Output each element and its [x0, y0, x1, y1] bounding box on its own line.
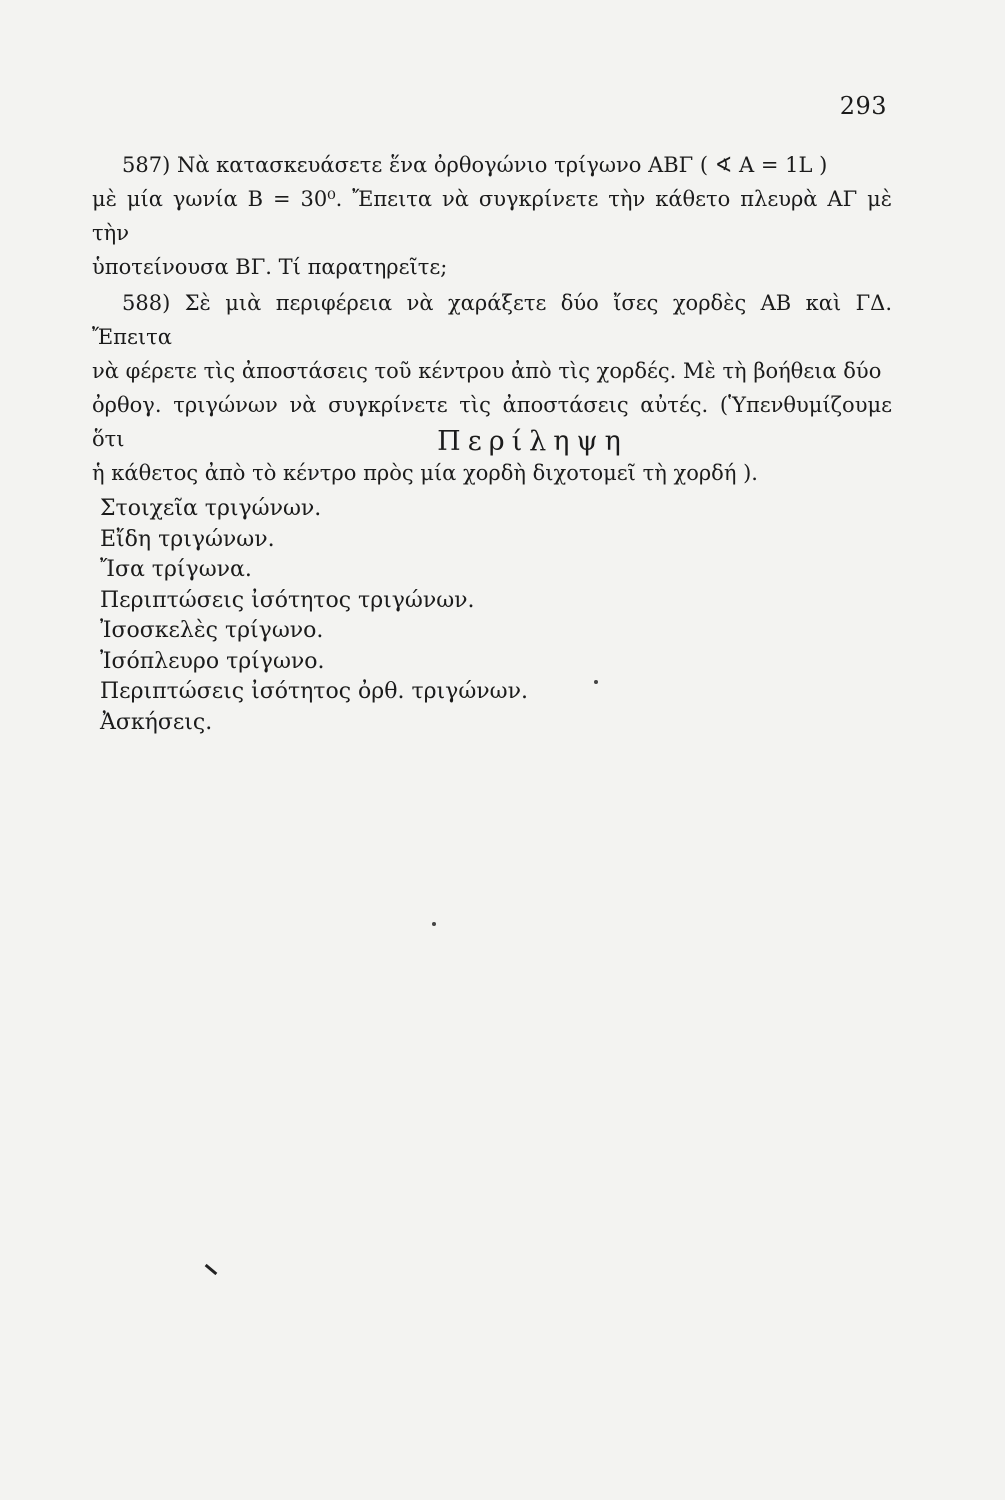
summary-list	[100, 494, 528, 738]
summary-item: Στοιχεῖα τριγώνων.	[100, 496, 322, 521]
page-number: 293	[839, 92, 887, 120]
summary-item: Ἰσόπλευρο τρίγωνο.	[100, 648, 325, 674]
exercise-line: ὑποτείνουσα ΒΓ. Τί παρατηρεῖτε;	[92, 255, 448, 279]
exercise-588	[92, 286, 892, 490]
ink-speck	[432, 922, 436, 926]
summary-item: Ἰσοσκελὲς τρίγωνο.	[100, 618, 324, 643]
summary-item: Περιπτώσεις ἰσότητος τριγώνων.	[100, 587, 475, 613]
ink-speck	[594, 680, 598, 684]
summary-title: Περίληψη	[437, 426, 628, 457]
exercise-line: 587) Νὰ κατασκευάσετε ἕνα ὀρθογώνιο τρίγωνο ΑΒΓ ( ∢ Α = 1L )	[122, 153, 828, 177]
exercise-line: 588) Σὲ μιὰ περιφέρεια νὰ χαράξετε δύο ἴσες χορδὲς ΑΒ καὶ ΓΔ. Ἔπειτα	[92, 291, 892, 349]
summary-item: Εἴδη τριγώνων.	[100, 526, 275, 552]
summary-item: Ἀσκήσεις.	[100, 709, 213, 735]
exercise-line: νὰ φέρετε τὶς ἀποστάσεις τοῦ κέντρου ἀπὸ τὶς χορδές. Μὲ τὴ βοήθεια δύο	[92, 359, 882, 383]
ink-mark	[205, 1264, 218, 1275]
exercise-line: ὀρθογ. τριγώνων νὰ συγκρίνετε τὶς ἀποστάσεις αὐτές. (Ὑπενθυμίζουμε ὅτι	[92, 393, 892, 451]
summary-item: Ἴσα τρίγωνα.	[100, 557, 252, 582]
summary-item: Περιπτώσεις ἰσότητος ὀρθ. τριγώνων.	[100, 679, 528, 704]
exercise-line: ἡ κάθετος ἀπὸ τὸ κέντρο πρὸς μία χορδὴ διχοτομεῖ τὴ χορδή ).	[92, 461, 758, 485]
exercise-587	[92, 148, 892, 284]
exercise-line: μὲ μία γωνία Β = 30⁰. Ἔπειτα νὰ συγκρίνετε τὴν κάθετο πλευρὰ ΑΓ μὲ τὴν	[92, 187, 892, 245]
